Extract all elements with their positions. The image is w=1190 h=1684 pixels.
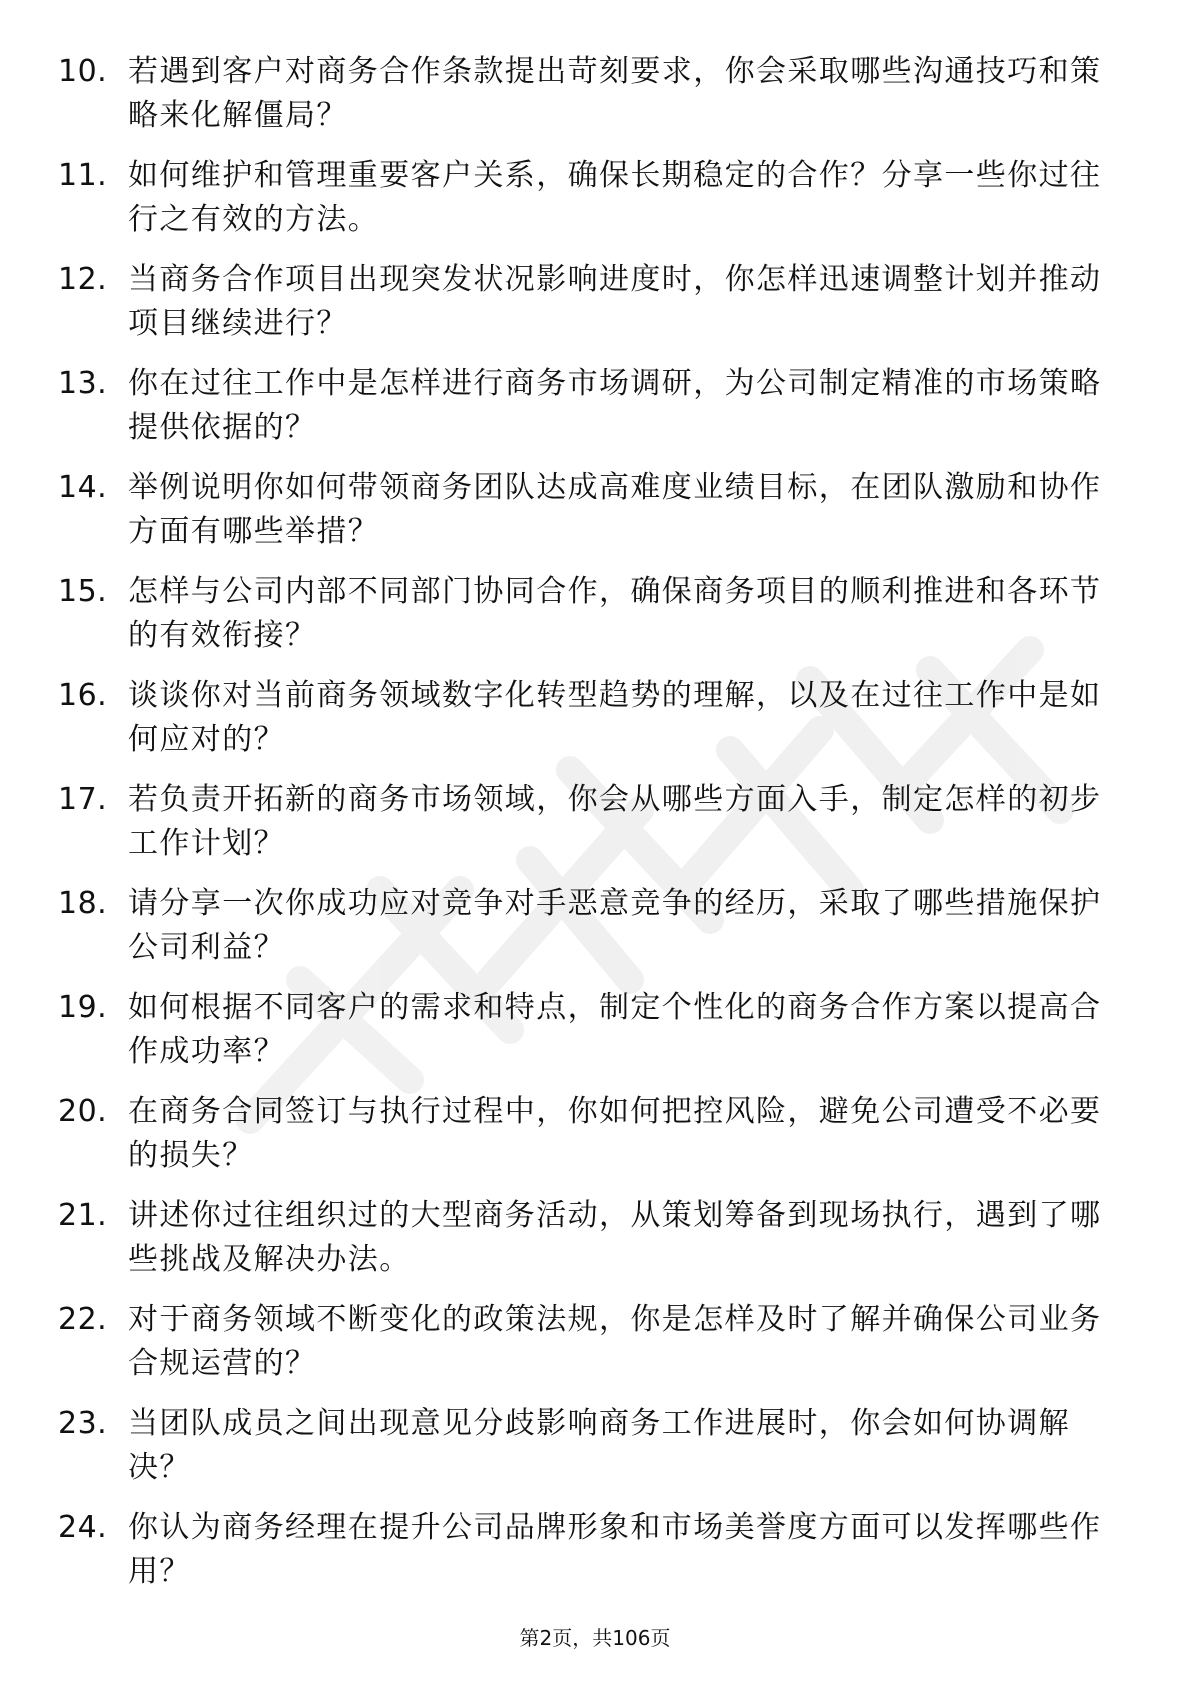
question-item (58, 466, 1118, 570)
question-item (58, 778, 1118, 882)
question-item (58, 362, 1118, 466)
question-text: 你在过往工作中是怎样进行商务市场调研，为公司制定精准的市场策略提供依据的？ (128, 366, 1102, 445)
question-text: 如何根据不同客户的需求和特点，制定个性化的商务合作方案以提高合作成功率？ (128, 990, 1102, 1069)
question-text: 若遇到客户对商务合作条款提出苛刻要求，你会采取哪些沟通技巧和策略来化解僵局？ (128, 54, 1102, 133)
question-item (58, 986, 1118, 1090)
question-text: 当商务合作项目出现突发状况影响进度时，你怎样迅速调整计划并推动项目继续进行？ (128, 262, 1102, 341)
question-text: 谈谈你对当前商务领域数字化转型趋势的理解，以及在过往工作中是如何应对的？ (128, 678, 1102, 757)
question-number: 17. (58, 782, 108, 817)
question-number: 11. (58, 158, 108, 193)
question-text: 你认为商务经理在提升公司品牌形象和市场美誉度方面可以发挥哪些作用？ (128, 1510, 1102, 1589)
question-item (58, 882, 1118, 986)
question-item (58, 154, 1118, 258)
question-item (58, 570, 1118, 674)
question-item (58, 674, 1118, 778)
question-number: 18. (58, 886, 108, 921)
question-number: 10. (58, 54, 108, 89)
question-number: 14. (58, 470, 108, 505)
question-text: 讲述你过往组织过的大型商务活动，从策划筹备到现场执行，遇到了哪些挑战及解决办法。 (128, 1198, 1102, 1277)
question-number: 23. (58, 1406, 108, 1441)
question-text: 请分享一次你成功应对竞争对手恶意竞争的经历，采取了哪些措施保护公司利益？ (128, 886, 1102, 965)
question-text: 怎样与公司内部不同部门协同合作，确保商务项目的顺利推进和各环节的有效衔接？ (128, 574, 1102, 653)
question-text: 若负责开拓新的商务市场领域，你会从哪些方面入手，制定怎样的初步工作计划？ (128, 782, 1102, 861)
question-item (58, 1194, 1118, 1298)
question-text: 在商务合同签订与执行过程中，你如何把控风险，避免公司遭受不必要的损失？ (128, 1094, 1102, 1173)
question-number: 22. (58, 1302, 108, 1337)
question-text: 当团队成员之间出现意见分歧影响商务工作进展时，你会如何协调解决？ (128, 1406, 1070, 1485)
question-number: 16. (58, 678, 108, 713)
question-number: 12. (58, 262, 108, 297)
question-number: 21. (58, 1198, 108, 1233)
question-item (58, 1402, 1118, 1506)
question-number: 15. (58, 574, 108, 609)
question-item (58, 1090, 1118, 1194)
question-item (58, 1298, 1118, 1402)
question-text: 举例说明你如何带领商务团队达成高难度业绩目标，在团队激励和协作方面有哪些举措？ (128, 470, 1102, 549)
question-item (58, 258, 1118, 362)
question-item (58, 50, 1118, 154)
question-number: 24. (58, 1510, 108, 1545)
question-number: 13. (58, 366, 108, 401)
question-item (58, 1506, 1118, 1610)
question-text: 如何维护和管理重要客户关系，确保长期稳定的合作？分享一些你过往行之有效的方法。 (128, 158, 1102, 237)
question-number: 20. (58, 1094, 108, 1129)
question-number: 19. (58, 990, 108, 1025)
question-text: 对于商务领域不断变化的政策法规，你是怎样及时了解并确保公司业务合规运营的？ (128, 1302, 1102, 1381)
question-list (58, 50, 1118, 1610)
page-footer: 第2页，共106页 (519, 1626, 671, 1650)
